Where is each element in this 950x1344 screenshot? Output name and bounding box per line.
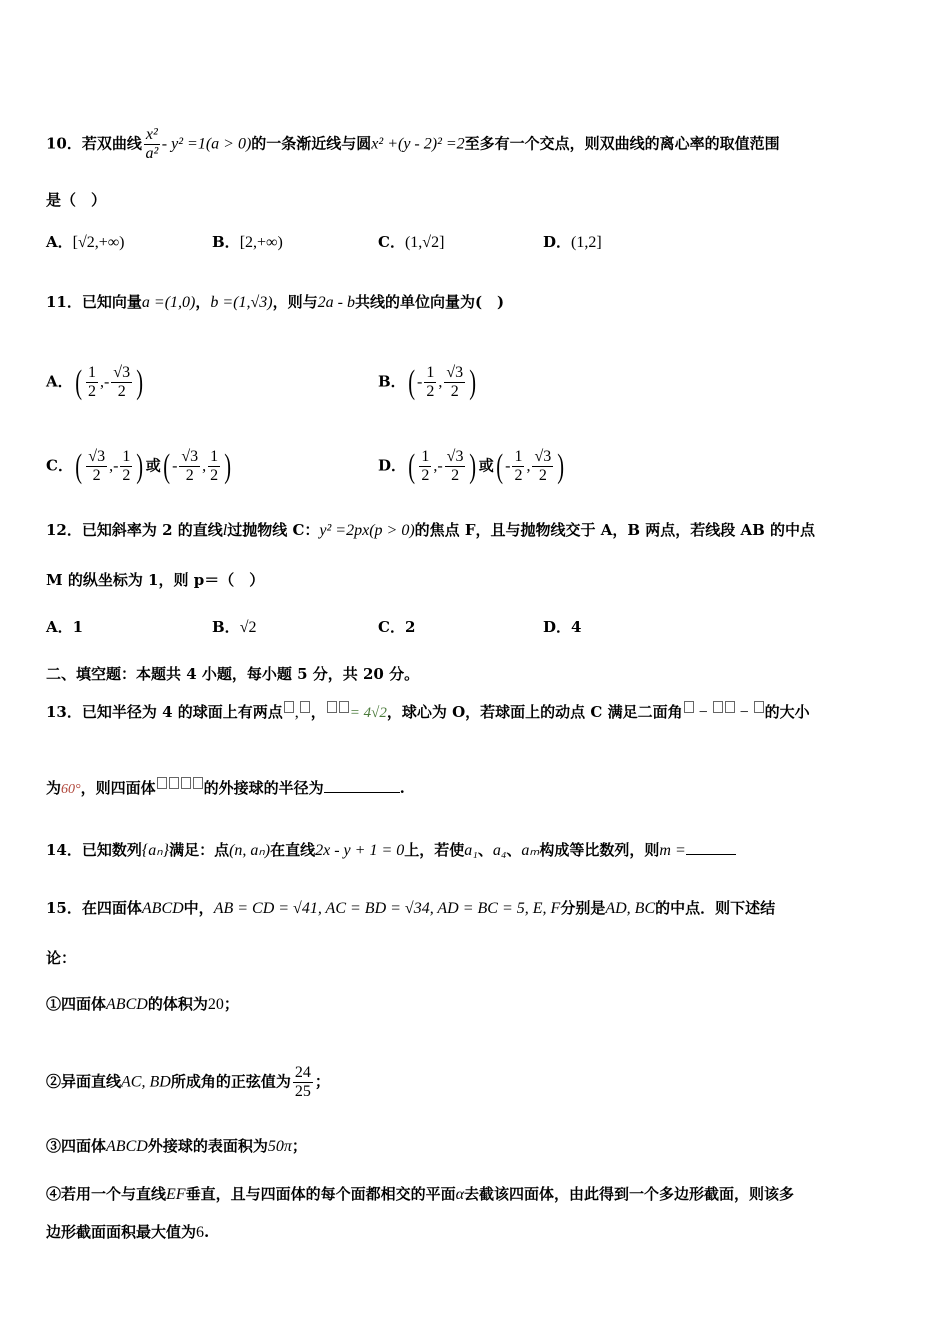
q12-option-d[interactable]: D．4 (543, 618, 582, 636)
q14-line1: 14．已知数列{aₙ}满足：点(n, aₙ)在直线2x - y + 1 = 0上，若使a₁、a₄、aₘ构成等比数列，则m = (46, 838, 736, 861)
q10-text-pre: 若双曲线 (81, 134, 142, 153)
q10-equation-rest: - y² =1(a > 0) (161, 135, 252, 153)
missing-glyph-icon (169, 777, 179, 789)
q12-number: 12． (46, 521, 82, 539)
q12-parabola-eq: y² =2px(p > 0) (319, 522, 415, 539)
q11-expression: 2a - b (317, 294, 355, 311)
missing-glyph-icon (181, 777, 191, 789)
q14-sequence: {aₙ} (141, 842, 170, 859)
q10-text-mid: 的一条渐近线与圆 (251, 134, 372, 153)
missing-glyph-icon (300, 701, 310, 713)
q10-line2: 是（ ） (46, 191, 107, 209)
q12-option-a[interactable]: A．1 (46, 618, 84, 636)
q15-item-2: ②异面直线AC, BD所成角的正弦值为 $\frac{24}{25}$ ； (46, 1064, 330, 1100)
q13-line2: 为60°，则四面体 的外接球的半径为 . (46, 776, 405, 800)
q15-item-4: ④若用一个与直线EF垂直，且与四面体的每个面都相交的平面α去截该四面体，由此得到一个多边形截面，则该多 (46, 1185, 795, 1203)
q13-number: 13． (46, 703, 82, 721)
q11-number: 11． (46, 293, 82, 311)
missing-glyph-icon (157, 777, 167, 789)
q12-option-c[interactable]: C．2 (378, 618, 416, 636)
q11-option-c[interactable]: C．( $\frac{√3}{2}$ ,- $\frac{1}{2}$ ) 或( - $\frac{√3}{2}$ , $\frac{1}{2}$ ) (46, 447, 232, 485)
missing-glyph-icon (193, 777, 203, 789)
q10-option-a[interactable]: A．[√2,+∞) (46, 233, 125, 251)
missing-glyph-icon (327, 701, 337, 713)
missing-glyph-icon (725, 701, 735, 713)
q13-answer-blank[interactable] (324, 776, 400, 793)
q10-option-b[interactable]: B．[2,+∞) (212, 233, 283, 251)
q13-distance: = 4√2 (349, 705, 387, 721)
q15-line1: 15．在四面体ABCD中，AB = CD = √41, AC = BD = √34, AD = BC = 5, E, F分别是AD, BC的中点．则下述结 (46, 899, 776, 917)
q12-line1: 12．已知斜率为 2 的直线l过抛物线 C：y² =2px(p > 0)的焦点 F，且与抛物线交于 A，B 两点，若线段 AB 的中点 (46, 521, 816, 539)
q11-option-d[interactable]: D．( $\frac{1}{2}$ ,- $\frac{√3}{2}$ ) 或( - $\frac{1}{2}$ , $\frac{√3}{2}$ ) (378, 447, 565, 485)
q15-item-3: ③四面体ABCD外接球的表面积为50π； (46, 1137, 307, 1155)
missing-glyph-icon (754, 701, 764, 713)
missing-glyph-icon (684, 701, 694, 713)
q13-angle: 60° (61, 782, 81, 797)
q13-line1: 13．已知半径为 4 的球面上有两点 , ， = 4√2，球心为 O，若球面上的动点 C 满足二面角 − − 的大小 (46, 703, 810, 721)
q10-option-d[interactable]: D．(1,2] (543, 233, 602, 251)
q10-line1 (46, 126, 780, 163)
q15-number: 15． (46, 899, 82, 917)
q12-line2: M 的纵坐标为 1，则 p＝（ ） (46, 571, 265, 589)
q10-circle-eq: x² +(y - 2)² =2 (371, 135, 465, 153)
q15-line2: 论： (46, 949, 77, 967)
q11-vector-b: b =(1,√3) (210, 294, 273, 311)
q14-point: (n, aₙ) (229, 842, 271, 859)
q10-number: 10． (46, 134, 82, 153)
q14-number: 14． (46, 841, 82, 859)
q11-option-a[interactable]: A．( $\frac{1}{2}$ ,- $\frac{√3}{2}$ ) (46, 363, 144, 401)
q12-option-b[interactable]: B．√2 (212, 618, 257, 636)
q10-option-c[interactable]: C．(1,√2] (378, 233, 445, 251)
q11-option-b[interactable]: B．( - $\frac{1}{2}$ , $\frac{√3}{2}$ ) (378, 363, 477, 401)
q15-conditions: AB = CD = √41, AC = BD = √34, AD = BC = 5, E, F (213, 900, 561, 917)
q10-text-post: 至多有一个交点，则双曲线的离心率的取值范围 (464, 134, 780, 153)
q11-vector-a: a =(1,0) (141, 294, 196, 311)
q14-line-eq: 2x - y + 1 = 0 (315, 842, 405, 859)
section-heading: 二、填空题：本题共 4 小题，每小题 5 分，共 20 分。 (46, 665, 420, 683)
missing-glyph-icon (713, 701, 723, 713)
q11-line1: 11．已知向量a =(1,0)，b =(1,√3)，则与2a - b共线的单位向量为( ) (46, 293, 505, 311)
q15-item-4-line2: 边形截面面积最大值为6. (46, 1223, 210, 1241)
q14-answer-blank[interactable] (686, 838, 736, 855)
missing-glyph-icon (339, 701, 349, 713)
q15-item-1: ①四面体ABCD的体积为20； (46, 995, 239, 1013)
q12-line-l: l (222, 522, 228, 539)
q10-fraction: $\frac{\text{x²}}{\text{a²}}$ (145, 126, 159, 162)
missing-glyph-icon (284, 701, 294, 713)
